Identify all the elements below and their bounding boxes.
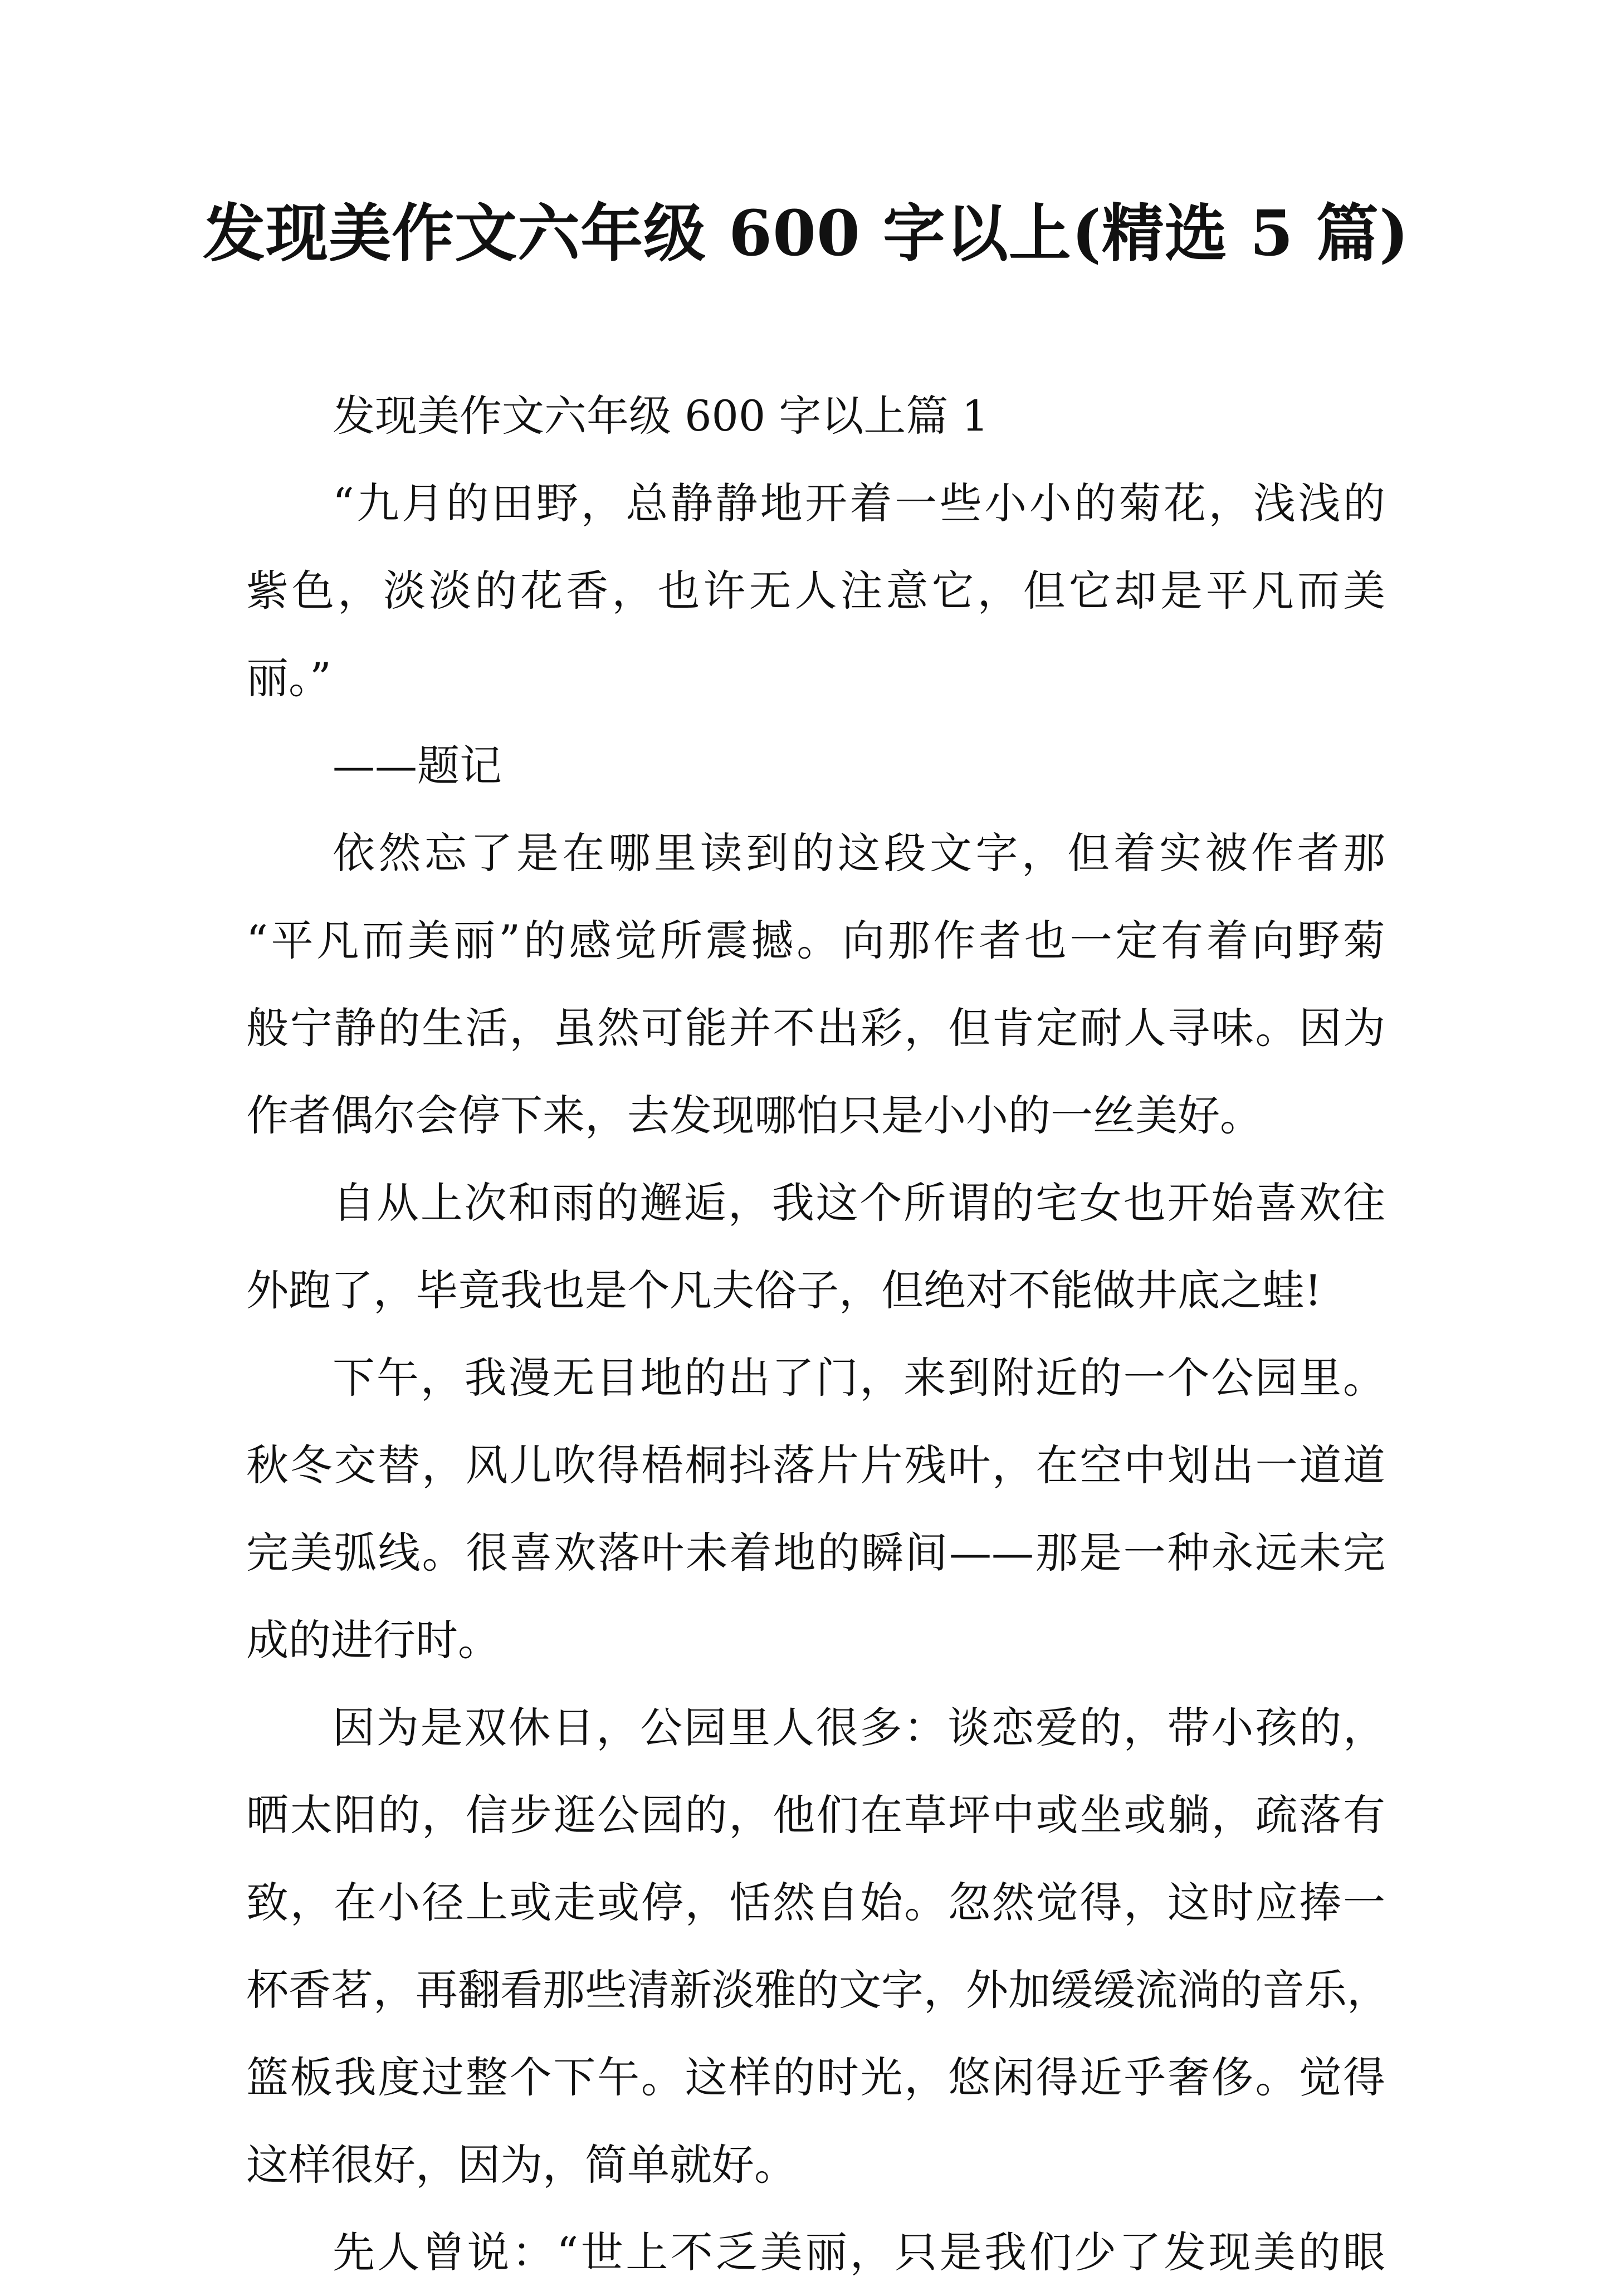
- text-line: 成的进行时。: [246, 1615, 500, 1665]
- text-line: 依然忘了是在哪里读到的这段文字，但着实被作者那: [333, 828, 1385, 878]
- text-line: 因为是双休日，公园里人很多：谈恋爱的，带小孩的，: [333, 1703, 1385, 1752]
- text-line: 先人曾说：“世上不乏美丽，只是我们少了发现美的眼: [333, 2227, 1385, 2277]
- text-line: 自从上次和雨的邂逅，我这个所谓的宅女也开始喜欢往: [333, 1178, 1385, 1228]
- text-line: ——题记: [333, 741, 502, 790]
- text-line: 篮板我度过整个下午。这样的时光，悠闲得近乎奢侈。觉得: [246, 2053, 1385, 2102]
- text-line: 外跑了，毕竟我也是个凡夫俗子，但绝对不能做井底之蛙!: [246, 1266, 1322, 1315]
- text-line: 般宁静的生活，虽然可能并不出彩，但肯定耐人寻味。因为: [246, 1003, 1385, 1053]
- document-body: [246, 372, 1389, 2296]
- text-line: 完美弧线。很喜欢落叶未着地的瞬间——那是一种永远未完: [246, 1528, 1385, 1577]
- text-line: 紫色，淡淡的花香，也许无人注意它，但它却是平凡而美: [246, 566, 1385, 615]
- text-line: 杯香茗，再翻看那些清新淡雅的文字，外加缓缓流淌的音乐，: [246, 1965, 1389, 2015]
- text-line: 下午，我漫无目地的出了门，来到附近的一个公园里。: [333, 1353, 1385, 1403]
- text-line: “九月的田野，总静静地开着一些小小的菊花，浅浅的: [333, 478, 1385, 528]
- text-line: 秋冬交替，风儿吹得梧桐抖落片片残叶，在空中划出一道道: [246, 1440, 1385, 1490]
- text-line: 这样很好，因为，简单就好。: [246, 2140, 797, 2190]
- text-line: 致，在小径上或走或停，恬然自始。忽然觉得，这时应捧一: [246, 1878, 1385, 1927]
- text-line: 晒太阳的，信步逛公园的，他们在草坪中或坐或躺，疏落有: [246, 1790, 1385, 1840]
- text-line: 作者偶尔会停下来，去发现哪怕只是小小的一丝美好。: [246, 1091, 1262, 1140]
- text-line: 丽。”: [246, 653, 331, 703]
- document-title: 发现美作文六年级 600 字以上(精选 5 篇): [203, 197, 1409, 270]
- text-line: “平凡而美丽”的感觉所震撼。向那作者也一定有着向野菊: [246, 916, 1385, 965]
- text-line: 发现美作文六年级 600 字以上篇 1: [333, 391, 989, 441]
